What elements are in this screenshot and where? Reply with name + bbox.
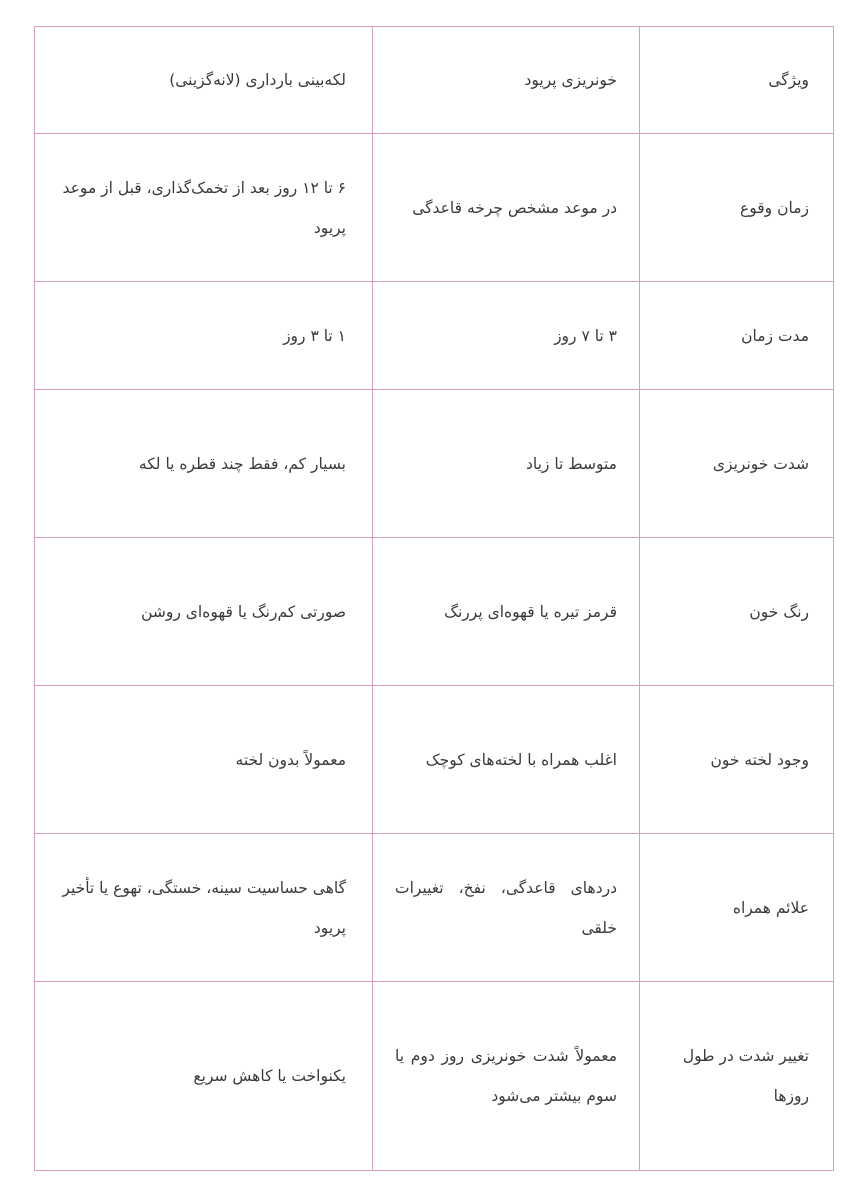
table-row bbox=[35, 134, 834, 282]
row-feature-cell: شدت خونریزی bbox=[640, 390, 834, 538]
header-feature: ویژگی bbox=[640, 27, 834, 134]
table-row bbox=[35, 538, 834, 686]
row-period-cell: ۳ تا ۷ روز bbox=[373, 282, 640, 390]
row-feature-cell: علائم همراه bbox=[640, 834, 834, 982]
table-row bbox=[35, 982, 834, 1171]
row-feature-cell: تغییر شدت در طول روزها bbox=[640, 982, 834, 1171]
comparison-table-container bbox=[34, 26, 834, 1171]
table-row bbox=[35, 686, 834, 834]
row-period-cell: معمولاً شدت خونریزی روز دوم یا سوم بیشتر می‌شود bbox=[373, 982, 640, 1171]
row-implantation-cell: گاهی حساسیت سینه، خستگی، تهوع یا تأخیر پریود bbox=[35, 834, 373, 982]
row-feature-cell: مدت زمان bbox=[640, 282, 834, 390]
row-implantation-cell: ۱ تا ۳ روز bbox=[35, 282, 373, 390]
header-implantation-spotting: لکه‌بینی بارداری (لانه‌گزینی) bbox=[35, 27, 373, 134]
header-period-bleeding: خونریزی پریود bbox=[373, 27, 640, 134]
table-row bbox=[35, 390, 834, 538]
row-period-cell: در موعد مشخص چرخه قاعدگی bbox=[373, 134, 640, 282]
row-implantation-cell: یکنواخت یا کاهش سریع bbox=[35, 982, 373, 1171]
row-implantation-cell: معمولاً بدون لخته bbox=[35, 686, 373, 834]
row-implantation-cell: ۶ تا ۱۲ روز بعد از تخمک‌گذاری، قبل از موعد پریود bbox=[35, 134, 373, 282]
row-implantation-cell: بسیار کم، فقط چند قطره یا لکه bbox=[35, 390, 373, 538]
row-feature-cell: زمان وقوع bbox=[640, 134, 834, 282]
row-period-cell: دردهای قاعدگی، نفخ، تغییرات خلقی bbox=[373, 834, 640, 982]
table-row bbox=[35, 834, 834, 982]
table-header-row bbox=[35, 27, 834, 134]
comparison-table bbox=[34, 26, 834, 1171]
table-row bbox=[35, 282, 834, 390]
row-period-cell: اغلب همراه با لخته‌های کوچک bbox=[373, 686, 640, 834]
row-feature-cell: رنگ خون bbox=[640, 538, 834, 686]
row-feature-cell: وجود لخته خون bbox=[640, 686, 834, 834]
row-implantation-cell: صورتی کم‌رنگ یا قهوه‌ای روشن bbox=[35, 538, 373, 686]
row-period-cell: متوسط تا زیاد bbox=[373, 390, 640, 538]
row-period-cell: قرمز تیره یا قهوه‌ای پررنگ bbox=[373, 538, 640, 686]
